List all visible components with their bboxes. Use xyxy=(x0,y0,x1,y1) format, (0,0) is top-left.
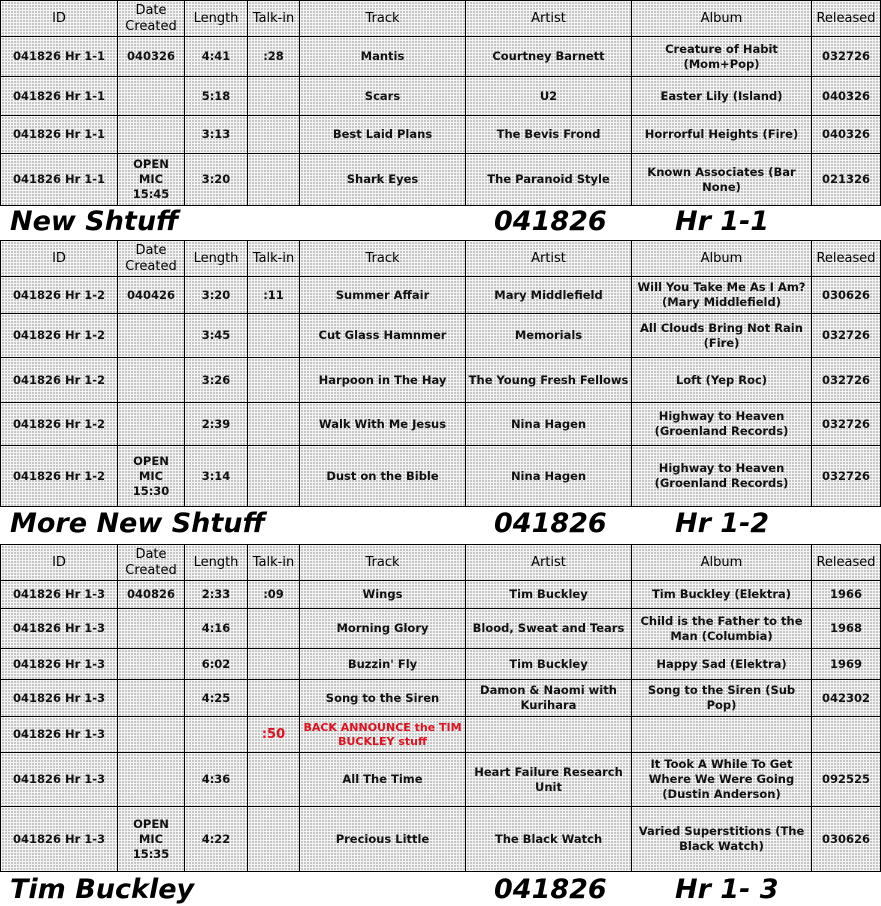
cell-artist: U2 xyxy=(466,77,632,116)
table-row xyxy=(1,649,881,680)
col-header-date-created: Date Created xyxy=(118,1,185,37)
cell-id: 041826 Hr 1-3 xyxy=(1,680,118,717)
cell-talk-in xyxy=(248,77,300,116)
cell-released: 021326 xyxy=(812,154,881,206)
cell-length: 3:26 xyxy=(185,358,248,403)
cell-talk-in xyxy=(248,314,300,358)
cell-length xyxy=(185,717,248,753)
cell-id: 041826 Hr 1-3 xyxy=(1,753,118,807)
header-row xyxy=(1,1,881,37)
cell-album: Child is the Father to the Man (Columbia) xyxy=(632,609,812,649)
col-header-track: Track xyxy=(300,241,466,277)
cell-released: 1969 xyxy=(812,649,881,680)
cell-id: 041826 Hr 1-3 xyxy=(1,717,118,753)
cell-track: Song to the Siren xyxy=(300,680,466,717)
cell-date-created xyxy=(118,358,185,403)
cell-length: 2:39 xyxy=(185,403,248,446)
cell-album: Song to the Siren (Sub Pop) xyxy=(632,680,812,717)
banner-date: 041826 xyxy=(494,206,607,237)
cell-album: All Clouds Bring Not Rain (Fire) xyxy=(632,314,812,358)
col-header-album: Album xyxy=(632,1,812,37)
col-header-released: Released xyxy=(812,241,881,277)
playlist-section-hr-1-3 xyxy=(0,544,881,874)
table-row xyxy=(1,753,881,807)
cell-talk-in xyxy=(248,116,300,154)
cell-album: It Took A While To Get Where We Were Going (Dustin Anderson) xyxy=(632,753,812,807)
table-row xyxy=(1,314,881,358)
playlist-table-hr-1-3 xyxy=(0,544,881,872)
cell-released: 092525 xyxy=(812,753,881,807)
cell-id: 041826 Hr 1-2 xyxy=(1,446,118,507)
cell-released: 042302 xyxy=(812,680,881,717)
col-header-length: Length xyxy=(185,1,248,37)
col-header-track: Track xyxy=(300,545,466,581)
cell-id: 041826 Hr 1-2 xyxy=(1,403,118,446)
cell-date-created xyxy=(118,403,185,446)
cell-album: Varied Superstitions (The Black Watch) xyxy=(632,807,812,872)
cell-album: Creature of Habit (Mom+Pop) xyxy=(632,37,812,77)
cell-released: 040326 xyxy=(812,77,881,116)
cell-track: Harpoon in The Hay xyxy=(300,358,466,403)
banner-date: 041826 xyxy=(494,874,607,905)
cell-track: Mantis xyxy=(300,37,466,77)
cell-id: 041826 Hr 1-1 xyxy=(1,37,118,77)
table-row xyxy=(1,609,881,649)
cell-released xyxy=(812,717,881,753)
cell-length: 3:14 xyxy=(185,446,248,507)
col-header-length: Length xyxy=(185,241,248,277)
cell-length: 5:18 xyxy=(185,77,248,116)
cell-artist: Heart Failure Research Unit xyxy=(466,753,632,807)
cell-talk-in xyxy=(248,403,300,446)
cell-track: Walk With Me Jesus xyxy=(300,403,466,446)
cell-artist xyxy=(466,717,632,753)
cell-artist: The Bevis Frond xyxy=(466,116,632,154)
cell-talk-in: :11 xyxy=(248,277,300,314)
cell-track: Precious Little xyxy=(300,807,466,872)
cell-date-created xyxy=(118,609,185,649)
banner-date: 041826 xyxy=(494,508,607,539)
cell-released: 030626 xyxy=(812,277,881,314)
cell-artist: Blood, Sweat and Tears xyxy=(466,609,632,649)
cell-date-created xyxy=(118,314,185,358)
cell-length: 4:22 xyxy=(185,807,248,872)
col-header-album: Album xyxy=(632,545,812,581)
cell-album: Loft (Yep Roc) xyxy=(632,358,812,403)
cell-track: Buzzin' Fly xyxy=(300,649,466,680)
hour-banner-hr-1-1 xyxy=(0,206,881,240)
col-header-artist: Artist xyxy=(466,545,632,581)
cell-artist: The Young Fresh Fellows xyxy=(466,358,632,403)
cell-date-created: 040326 xyxy=(118,37,185,77)
cell-track: Morning Glory xyxy=(300,609,466,649)
cell-date-created xyxy=(118,116,185,154)
cell-artist: The Paranoid Style xyxy=(466,154,632,206)
cell-album: Highway to Heaven (Groenland Records) xyxy=(632,446,812,507)
cell-date-created: 040826 xyxy=(118,581,185,609)
cell-album: Highway to Heaven (Groenland Records) xyxy=(632,403,812,446)
cell-date-created: OPEN MIC 15:30 xyxy=(118,446,185,507)
cell-released: 040326 xyxy=(812,116,881,154)
cell-album: Tim Buckley (Elektra) xyxy=(632,581,812,609)
cell-talk-in xyxy=(248,446,300,507)
cell-released: 032726 xyxy=(812,314,881,358)
col-header-talk-in: Talk-in xyxy=(248,241,300,277)
cell-length: 6:02 xyxy=(185,649,248,680)
table-row xyxy=(1,717,881,753)
col-header-date-created: Date Created xyxy=(118,545,185,581)
cell-released: 030626 xyxy=(812,807,881,872)
table-row xyxy=(1,37,881,77)
cell-album: Known Associates (Bar None) xyxy=(632,154,812,206)
cell-date-created xyxy=(118,753,185,807)
cell-artist: Tim Buckley xyxy=(466,581,632,609)
cell-artist: Nina Hagen xyxy=(466,403,632,446)
cell-date-created xyxy=(118,649,185,680)
table-row xyxy=(1,77,881,116)
cell-track: Best Laid Plans xyxy=(300,116,466,154)
col-header-album: Album xyxy=(632,241,812,277)
cell-artist: The Black Watch xyxy=(466,807,632,872)
table-row xyxy=(1,581,881,609)
col-header-talk-in: Talk-in xyxy=(248,545,300,581)
banner-show-name: Tim Buckley xyxy=(10,874,195,905)
cell-released: 1968 xyxy=(812,609,881,649)
playlist-table-hr-1-2 xyxy=(0,240,881,507)
table-row xyxy=(1,154,881,206)
cell-album: Will You Take Me As I Am? (Mary Middlefield) xyxy=(632,277,812,314)
col-header-id: ID xyxy=(1,1,118,37)
cell-length: 4:36 xyxy=(185,753,248,807)
table-row xyxy=(1,403,881,446)
cell-track: All The Time xyxy=(300,753,466,807)
playlist-section-hr-1-2 xyxy=(0,240,881,507)
col-header-talk-in: Talk-in xyxy=(248,1,300,37)
cell-track: Dust on the Bible xyxy=(300,446,466,507)
cell-id: 041826 Hr 1-1 xyxy=(1,154,118,206)
cell-track: Wings xyxy=(300,581,466,609)
banner-show-name: New Shtuff xyxy=(10,206,179,237)
cell-length: 3:45 xyxy=(185,314,248,358)
cell-released: 1966 xyxy=(812,581,881,609)
cell-talk-in: :50 xyxy=(248,717,300,753)
cell-length: 4:25 xyxy=(185,680,248,717)
cell-id: 041826 Hr 1-1 xyxy=(1,116,118,154)
banner-hour: Hr 1-2 xyxy=(675,508,770,539)
banner-hour: Hr 1- 3 xyxy=(675,874,779,905)
col-header-released: Released xyxy=(812,1,881,37)
cell-track: Shark Eyes xyxy=(300,154,466,206)
cell-released: 032726 xyxy=(812,403,881,446)
table-row xyxy=(1,277,881,314)
cell-album: Easter Lily (Island) xyxy=(632,77,812,116)
cell-talk-in xyxy=(248,609,300,649)
col-header-artist: Artist xyxy=(466,1,632,37)
cell-date-created: OPEN MIC 15:45 xyxy=(118,154,185,206)
cell-artist: Tim Buckley xyxy=(466,649,632,680)
cell-album: Happy Sad (Elektra) xyxy=(632,649,812,680)
cell-talk-in xyxy=(248,154,300,206)
cell-id: 041826 Hr 1-2 xyxy=(1,358,118,403)
cell-id: 041826 Hr 1-3 xyxy=(1,609,118,649)
cell-length: 2:33 xyxy=(185,581,248,609)
cell-track: Summer Affair xyxy=(300,277,466,314)
cell-artist: Courtney Barnett xyxy=(466,37,632,77)
cell-length: 4:16 xyxy=(185,609,248,649)
table-row xyxy=(1,358,881,403)
cell-id: 041826 Hr 1-2 xyxy=(1,277,118,314)
cell-date-created xyxy=(118,77,185,116)
col-header-artist: Artist xyxy=(466,241,632,277)
cell-released: 032726 xyxy=(812,358,881,403)
cell-length: 3:20 xyxy=(185,154,248,206)
col-header-id: ID xyxy=(1,545,118,581)
cell-talk-in: :28 xyxy=(248,37,300,77)
cell-artist: Mary Middlefield xyxy=(466,277,632,314)
cell-artist: Nina Hagen xyxy=(466,446,632,507)
table-row xyxy=(1,680,881,717)
col-header-date-created: Date Created xyxy=(118,241,185,277)
cell-date-created xyxy=(118,717,185,753)
cell-talk-in xyxy=(248,807,300,872)
cell-length: 4:41 xyxy=(185,37,248,77)
cell-talk-in xyxy=(248,680,300,717)
cell-id: 041826 Hr 1-3 xyxy=(1,581,118,609)
cell-album: Horrorful Heights (Fire) xyxy=(632,116,812,154)
cell-released: 032726 xyxy=(812,446,881,507)
cell-artist: Damon & Naomi with Kurihara xyxy=(466,680,632,717)
cell-id: 041826 Hr 1-1 xyxy=(1,77,118,116)
cell-talk-in xyxy=(248,753,300,807)
cell-artist: Memorials xyxy=(466,314,632,358)
cell-track-note: BACK ANNOUNCE the TIM BUCKLEY stuff xyxy=(300,717,466,753)
cell-talk-in xyxy=(248,358,300,403)
playlist-table-hr-1-1 xyxy=(0,0,881,206)
playlist-section-hr-1-1 xyxy=(0,0,881,207)
cell-talk-in xyxy=(248,649,300,680)
cell-talk-in: :09 xyxy=(248,581,300,609)
col-header-track: Track xyxy=(300,1,466,37)
col-header-length: Length xyxy=(185,545,248,581)
table-row xyxy=(1,807,881,872)
cell-album xyxy=(632,717,812,753)
col-header-id: ID xyxy=(1,241,118,277)
hour-banner-hr-1-2 xyxy=(0,508,881,542)
cell-id: 041826 Hr 1-3 xyxy=(1,807,118,872)
banner-hour: Hr 1-1 xyxy=(675,206,770,237)
table-row xyxy=(1,116,881,154)
cell-length: 3:13 xyxy=(185,116,248,154)
col-header-released: Released xyxy=(812,545,881,581)
table-row xyxy=(1,446,881,507)
cell-id: 041826 Hr 1-3 xyxy=(1,649,118,680)
cell-track: Cut Glass Hamnmer xyxy=(300,314,466,358)
cell-date-created: OPEN MIC 15:35 xyxy=(118,807,185,872)
cell-track: Scars xyxy=(300,77,466,116)
cell-length: 3:20 xyxy=(185,277,248,314)
hour-banner-hr-1-3 xyxy=(0,874,881,906)
header-row xyxy=(1,241,881,277)
header-row xyxy=(1,545,881,581)
cell-id: 041826 Hr 1-2 xyxy=(1,314,118,358)
banner-show-name: More New Shtuff xyxy=(10,508,265,539)
cell-date-created: 040426 xyxy=(118,277,185,314)
cell-date-created xyxy=(118,680,185,717)
cell-released: 032726 xyxy=(812,37,881,77)
